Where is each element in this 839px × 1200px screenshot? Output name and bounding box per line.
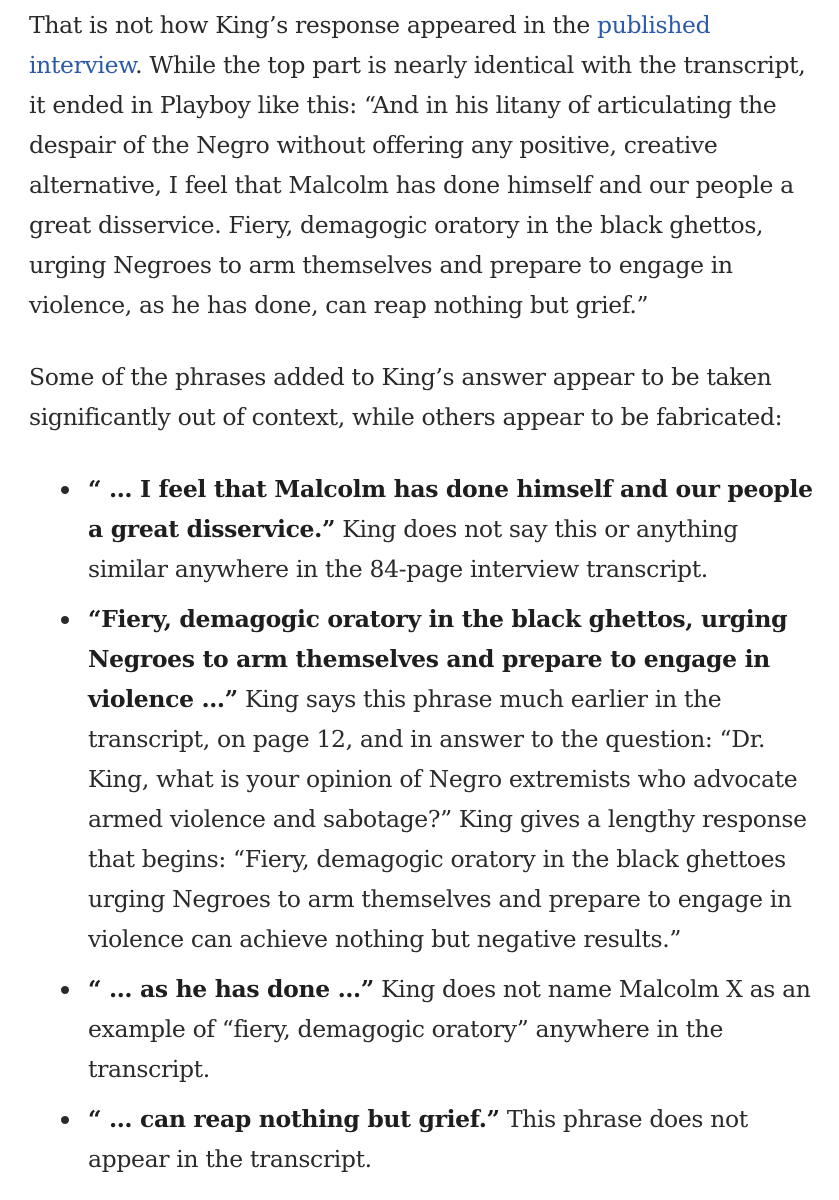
list-item bbox=[29, 969, 819, 1089]
bullet-list bbox=[29, 469, 819, 1179]
paragraph-1-text-end: . While the top part is nearly identical with the transcript, it ended in Playboy like this: “And in his litany of articulating the despair of the Negro without offering any positive, creative alternative, I feel that Malcolm has done himself and our people a great disservice. Fiery, demagogic oratory in the black ghettos, urging Negroes to arm themselves and prepare to engage in violence, as he has done, can reap nothing but grief.” bbox=[29, 51, 806, 319]
bullet-dot-icon bbox=[61, 486, 69, 494]
bullet-explanation: This phrase does not appear in the transcript. bbox=[88, 1105, 748, 1173]
bullet-quote: “ … I feel that Malcolm has done himself and our people a great disservice.” bbox=[88, 475, 813, 543]
bullet-quote: “ … as he has done …” bbox=[88, 975, 374, 1003]
bullet-explanation: King does not say this or anything similar anywhere in the 84-page interview transcript. bbox=[88, 515, 738, 583]
paragraph-phrases-added: Some of the phrases added to King’s answer appear to be taken significantly out of context, while others appear to be fabricated: bbox=[29, 363, 783, 431]
bullet-explanation: King says this phrase much earlier in the transcript, on page 12, and in answer to the question: “Dr. King, what is your opinion of Negro extremists who advocate armed violence and sabotage?” King gives a lengthy response that begins: “Fiery, demagogic oratory in the black ghettoes urging Negroes to arm themselves and prepare to engage in violence can achieve nothing but negative results.” bbox=[88, 685, 807, 953]
bullet-quote: “Fiery, demagogic oratory in the black ghettos, urging Negroes to arm themselves and prepare to engage in violence …” bbox=[88, 605, 788, 713]
published-interview-link[interactable]: published interview bbox=[29, 11, 711, 79]
bullet-quote: “ … can reap nothing but grief.” bbox=[88, 1105, 500, 1133]
list-item bbox=[29, 599, 819, 959]
article-body bbox=[29, 0, 819, 1189]
bullet-dot-icon bbox=[61, 986, 69, 994]
bullet-dot-icon bbox=[61, 616, 69, 624]
list-item bbox=[29, 1099, 819, 1179]
bullet-dot-icon bbox=[61, 1116, 69, 1124]
bullet-explanation: King does not name Malcolm X as an example of “fiery, demagogic oratory” anywhere in the transcript. bbox=[88, 975, 811, 1083]
paragraph-1-text-start: That is not how King’s response appeared in the bbox=[29, 11, 598, 39]
paragraph-published-interview bbox=[29, 0, 819, 325]
list-item bbox=[29, 469, 819, 589]
